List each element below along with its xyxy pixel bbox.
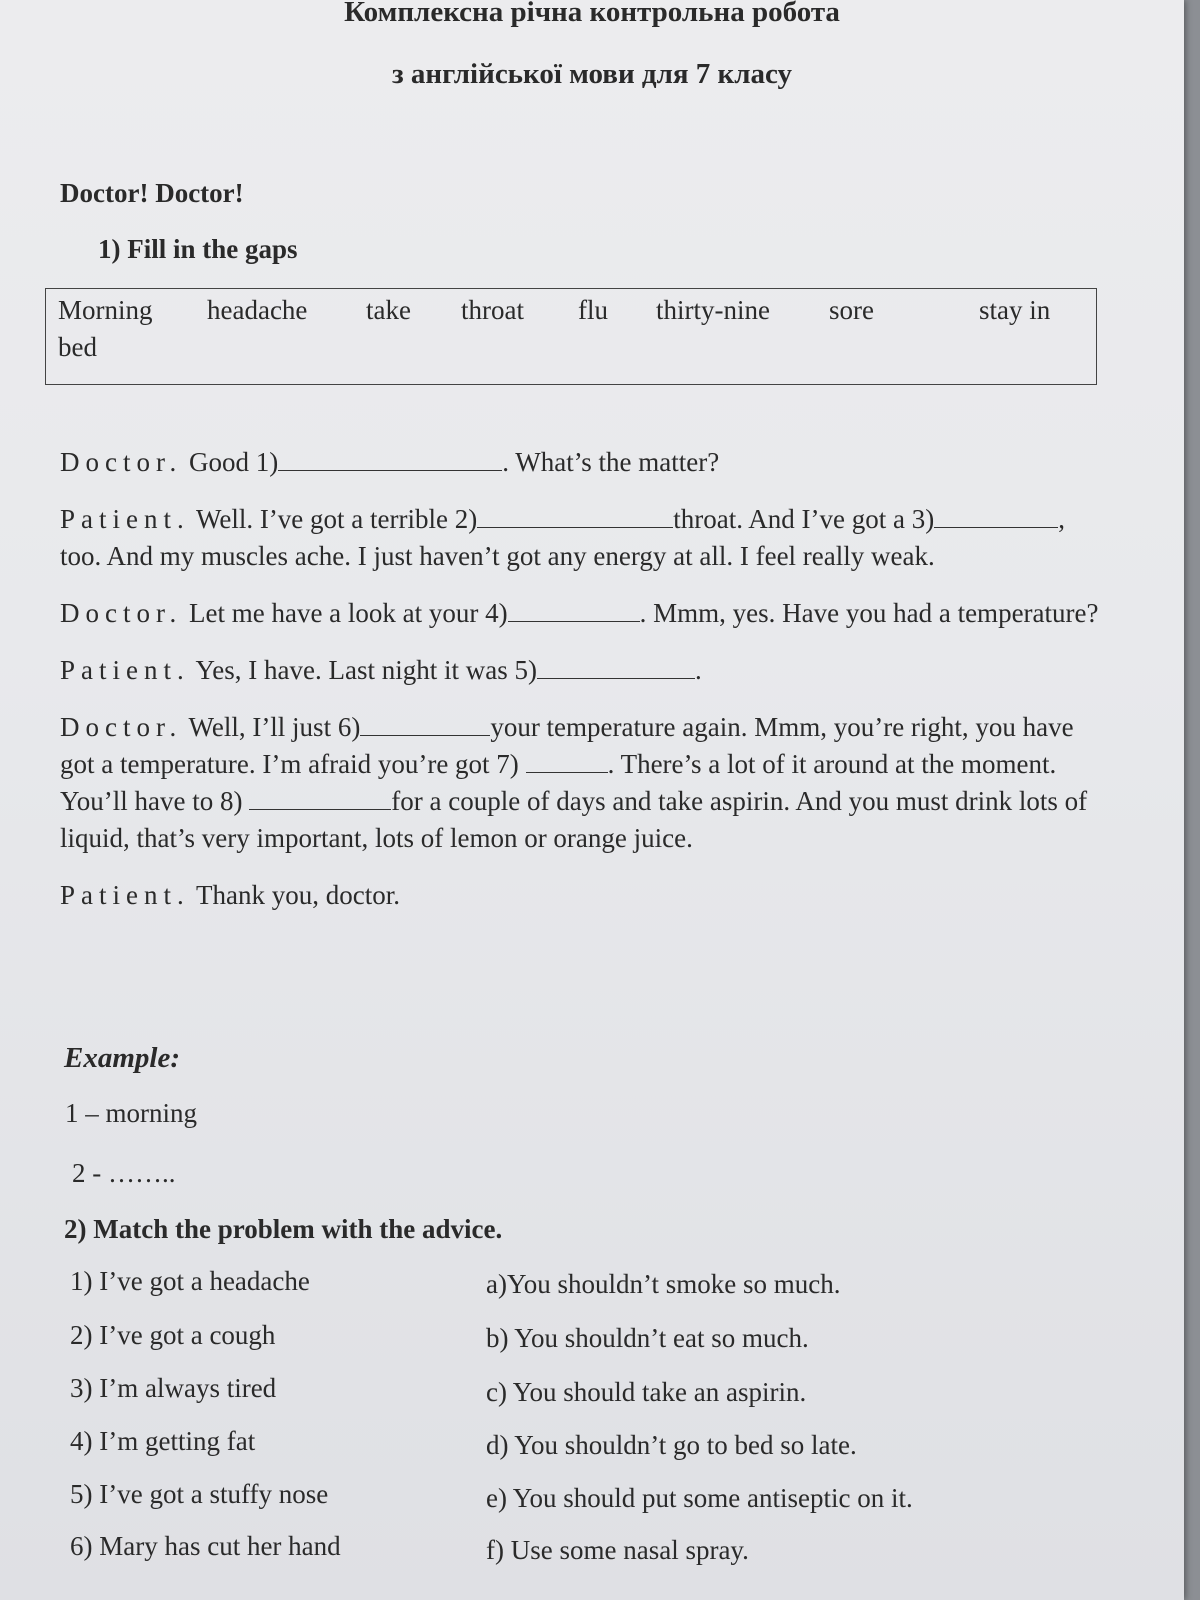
word-bank-item: take: [366, 295, 411, 325]
answer-blank-3[interactable]: [934, 503, 1058, 528]
advice-item: e) You should put some antiseptic on it.: [486, 1483, 913, 1513]
answer-blank-7[interactable]: [526, 748, 608, 773]
dialogue-text: Let me have a look at your 4): [189, 598, 508, 628]
word-bank-item: throat: [461, 295, 524, 325]
dialogue-text: Well, I’ll just 6): [188, 712, 361, 742]
task2-heading: 2) Match the problem with the advice.: [64, 1214, 503, 1244]
section-title: Doctor! Doctor!: [60, 178, 244, 208]
dialogue-line: [60, 444, 1100, 481]
answer-blank-6[interactable]: [360, 711, 490, 736]
advice-item: d) You shouldn’t go to bed so late.: [486, 1430, 857, 1460]
word-bank-item: stay in: [979, 295, 1051, 325]
speaker-label: Patient.: [60, 504, 190, 534]
dialogue-text: for a couple of days and take aspirin. And you must drink lots of liquid, that’s very important, lots of lemon or orange juice.: [60, 786, 1088, 853]
dialogue-line: [60, 709, 1100, 857]
title-line-2: з англійської мови для 7 класу: [391, 58, 793, 90]
dialogue-text: your temperature again. Mmm, you’re right, you have got a temperature. I’m afraid you’re got 7): [60, 712, 1074, 779]
dialogue-text: Yes, I have. Last night it was 5): [195, 655, 537, 685]
answer-blank-8[interactable]: [249, 785, 391, 810]
answer-blank-1[interactable]: [278, 446, 502, 471]
dialogue-text: throat. And I’ve got a: [673, 504, 905, 534]
speaker-label: Doctor.: [60, 447, 183, 477]
dialogue-text: 3): [911, 504, 935, 534]
word-bank-box: [45, 288, 1097, 385]
word-bank-item: thirty-nine: [656, 295, 770, 325]
dialogue-text: Thank you, doctor.: [196, 880, 400, 910]
speaker-label: Doctor.: [60, 712, 183, 742]
speaker-label: Patient.: [60, 880, 190, 910]
advice-item: b) You shouldn’t eat so much.: [486, 1323, 809, 1353]
dialogue-line: [60, 877, 1100, 914]
dialogue-text: , too. And my muscles ache. I just haven’t got any energy at all. I feel really weak.: [60, 504, 1065, 571]
problem-item: 6) Mary has cut her hand: [70, 1531, 341, 1561]
word-bank-item: Morning: [58, 295, 153, 325]
dialogue-text: . Mmm, yes. Have you had a temperature?: [639, 598, 1099, 628]
problem-item: 1) I’ve got a headache: [70, 1266, 310, 1296]
word-bank-item: headache: [207, 295, 308, 325]
answer-blank-2[interactable]: [477, 503, 673, 528]
dialogue-text: .: [694, 655, 702, 685]
example-label: Example:: [64, 1042, 180, 1074]
advice-item: c) You should take an aspirin.: [486, 1377, 807, 1407]
answer-blank-4[interactable]: [508, 597, 640, 622]
dialogue: [60, 444, 1100, 934]
dialogue-line: [60, 501, 1100, 575]
dialogue-text: . What’s the matter?: [502, 447, 720, 477]
dialogue-text: Good 1): [189, 447, 279, 477]
advice-item: f) Use some nasal spray.: [486, 1535, 749, 1565]
problem-item: 4) I’m getting fat: [70, 1426, 256, 1456]
advice-item: a)You shouldn’t smoke so much.: [486, 1269, 841, 1299]
problem-item: 2) I’ve got a cough: [70, 1320, 276, 1350]
example-line-2: 2 - ……..: [72, 1158, 176, 1188]
word-bank-item: sore: [829, 295, 874, 325]
word-bank-item: flu: [578, 295, 608, 325]
example-line-1: 1 – morning: [65, 1098, 197, 1128]
speaker-label: Patient.: [60, 655, 190, 685]
dialogue-text: Well. I’ve got a terrible 2): [196, 504, 478, 534]
task1-heading: 1) Fill in the gaps: [98, 234, 298, 264]
dialogue-line: [60, 595, 1100, 632]
title-line-1: Комплексна річна контрольна робота: [344, 0, 840, 28]
problem-item: 5) I’ve got a stuffy nose: [70, 1479, 329, 1509]
answer-blank-5[interactable]: [537, 654, 695, 679]
speaker-label: Doctor.: [60, 598, 183, 628]
problem-item: 3) I’m always tired: [70, 1373, 277, 1403]
word-bank-item: bed: [58, 332, 97, 362]
dialogue-line: [60, 652, 1100, 689]
dialogue-text: . There’s a lot of it around at the moment. You’ll have to 8): [60, 749, 1057, 816]
